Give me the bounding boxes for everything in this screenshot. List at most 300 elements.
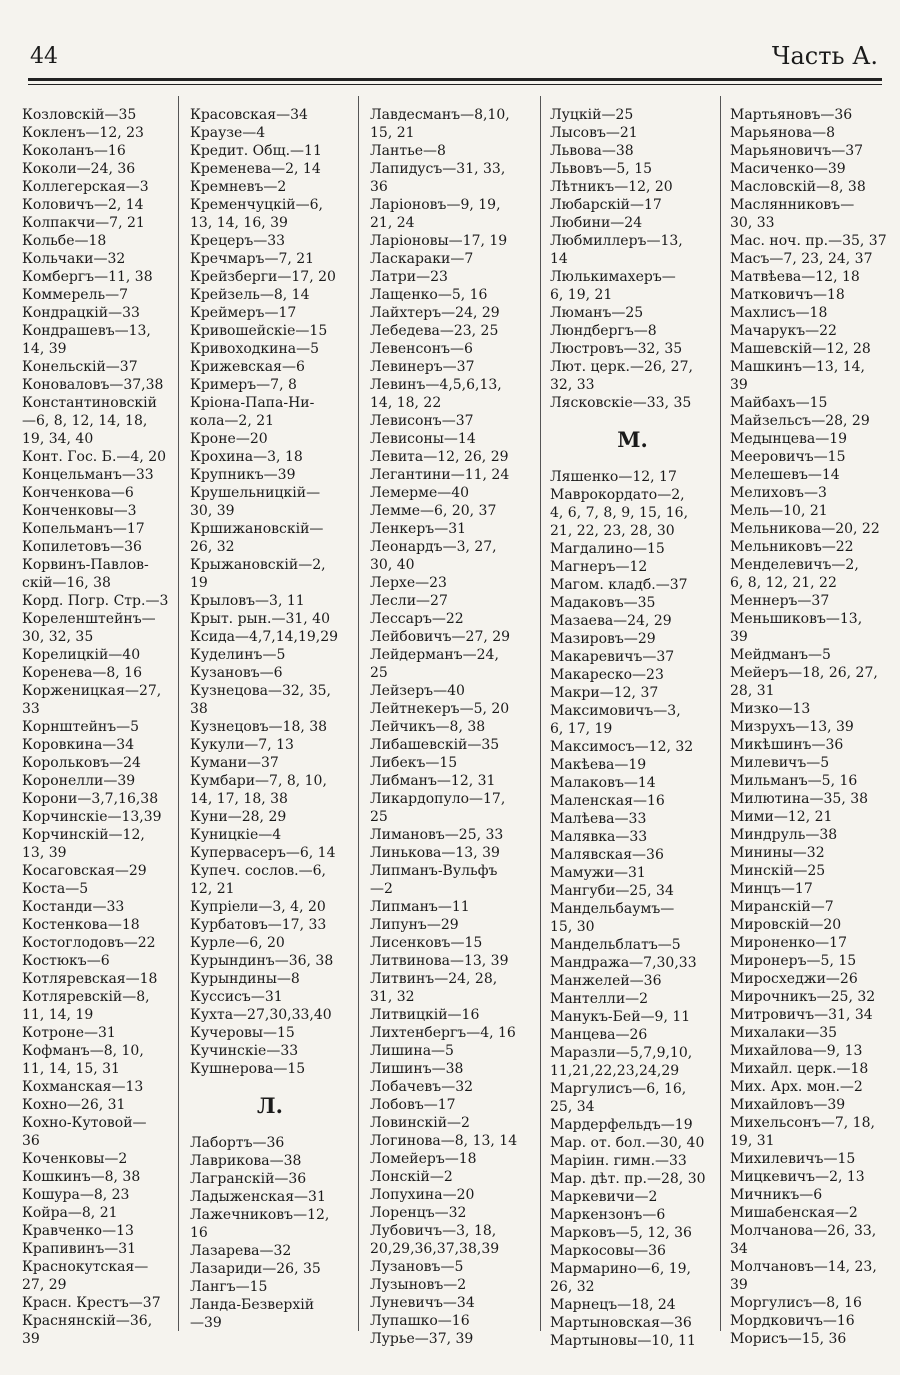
index-entry-line: 12, 21 [190,881,235,897]
index-entry-line: Лурье—37, 39 [370,1331,474,1347]
index-entry-line: Комбергъ—11, 38 [22,269,153,285]
index-entry-line: 26, 32 [190,539,235,555]
index-entry-line: Койра—8, 21 [22,1205,118,1221]
index-entry-line: Курбатовъ—17, 33 [190,917,327,933]
index-entry-line: Корчинскій—12, [22,827,145,843]
index-entry-line: Крижевская—6 [190,359,305,375]
index-entry-line: Люстровъ—32, 35 [550,341,683,357]
index-entry-line: Макѣева—19 [550,757,647,773]
index-entry-line: 16 [190,1225,208,1241]
part-label: Часть А. [771,42,878,70]
index-entry-line: Мелиховъ—3 [730,485,827,501]
index-entry-line: Коста—5 [22,881,89,897]
index-entry-line: Мачарукъ—22 [730,323,837,339]
index-entry-line: Магом. кладб.—37 [550,577,688,593]
index-entry-line: Луцкій—25 [550,107,634,123]
index-entry-line: 21, 24 [370,215,415,231]
index-entry-line: 15, 21 [370,125,415,141]
index-entry-line: Мартыновская—36 [550,1315,692,1331]
index-entry-line: Кумбари—7, 8, 10, [190,773,327,789]
index-entry-line: Корд. Погр. Стр.—3 [22,593,169,609]
index-entry-line: Ксида—4,7,14,19,29 [190,629,339,645]
index-entry-line: 31, 32 [370,989,415,1005]
index-entry-line: Лаврикова—38 [190,1153,302,1169]
index-entry-line: Мандража—7,30,33 [550,955,697,971]
index-entry-line: Кохно-Кутовой— [22,1115,147,1131]
index-entry-line: Крыт. рын.—31, 40 [190,611,330,627]
index-entry-line: Луневичъ—34 [370,1295,475,1311]
index-entry-line: Мартыновы—10, 11 [550,1333,696,1349]
index-entry-line: Львовъ—5, 15 [550,161,653,177]
index-entry-line: Краузе—4 [190,125,266,141]
index-entry-line: Медынцева—19 [730,431,848,447]
index-entry-line: 30, 33 [730,215,775,231]
index-entry-line: Мандельбаумъ— [550,901,675,917]
index-entry-line: Корчинскіе—13,39 [22,809,162,825]
index-entry-line: Крушельницкій— [190,485,321,501]
index-entry-line: Любмиллеръ—13, [550,233,683,249]
index-entry-line: Максимосъ—12, 32 [550,739,694,755]
index-entry-line: Копельманъ—17 [22,521,145,537]
index-entry-line: Мазаева—24, 29 [550,613,672,629]
index-entry-line: Лесли—27 [370,593,448,609]
index-entry-line: Кремневъ—2 [190,179,287,195]
index-entry-line: Кременева—2, 14 [190,161,321,177]
index-entry-line: 14, 18, 22 [370,395,442,411]
index-entry-line: 19, 31 [730,1133,775,1149]
index-entry-line: Мичникъ—6 [730,1187,823,1203]
index-entry-line: Кузнецова—32, 35, [190,683,331,699]
index-entry-line: Макри—12, 37 [550,685,659,701]
index-entry-line: 36 [370,179,388,195]
index-entry-line: Латри—23 [370,269,448,285]
index-entry-line: Мандельблатъ—5 [550,937,681,953]
index-entry-line: Марьянова—8 [730,125,835,141]
index-entry-line: Мардерфельдъ—19 [550,1117,693,1133]
index-entry-line: Маленская—16 [550,793,665,809]
index-entry-line: Молчановъ—14, 23, [730,1259,877,1275]
index-entry-line: Лобовъ—17 [370,1097,456,1113]
index-entry-line: Лысовъ—21 [550,125,638,141]
index-entry-line: 39 [730,377,748,393]
index-entry-line: Мордковичъ—16 [730,1313,855,1329]
index-entry-line: Майзельсъ—28, 29 [730,413,870,429]
index-entry-line: Косаговская—29 [22,863,147,879]
index-entry-line: Либманъ—12, 31 [370,773,496,789]
index-entry-line: Лантье—8 [370,143,446,159]
index-entry-line: Кременчуцкій—6, [190,197,323,213]
index-entry-line: —2 [370,881,393,897]
index-entry-line: Молчанова—26, 33, [730,1223,877,1239]
index-entry-line: Лют. церк.—26, 27, [550,359,693,375]
index-entry-line: Милютина—35, 38 [730,791,869,807]
index-column-5 [730,106,890,1348]
index-entry-line: Коноваловъ—37,38 [22,377,164,393]
index-entry-line: Машкинъ—13, 14, [730,359,865,375]
index-entry-line: Краснянскій—36, [22,1313,153,1329]
index-entry-line: Коренева—8, 16 [22,665,142,681]
section-letter-heading: М. [617,427,648,452]
index-entry-line: Кореленштейнъ— [22,611,156,627]
index-entry-line: 26, 32 [550,1279,595,1295]
index-entry-line: Коровкина—34 [22,737,135,753]
index-entry-line: Кольчаки—32 [22,251,126,267]
index-entry-line: Кузнецовъ—18, 38 [190,719,328,735]
index-entry-line: Мильманъ—5, 16 [730,773,858,789]
index-entry-line: Маслянниковъ— [730,197,855,213]
index-entry-line: Кохно—26, 31 [22,1097,126,1113]
index-entry-line: Костанди—33 [22,899,125,915]
index-entry-line: 13, 14, 16, 39 [190,215,288,231]
index-entry-line: Крыжановскій—2, [190,557,326,573]
index-entry-line: 25 [370,809,388,825]
index-entry-line: Мар. дѣт. пр.—28, 30 [550,1171,706,1187]
index-entry-line: Матвѣева—12, 18 [730,269,860,285]
index-entry-line: Лабортъ—36 [190,1135,285,1151]
index-entry-line: Ларіоновъ—9, 19, [370,197,501,213]
index-entry-line: 39 [22,1331,40,1347]
index-entry-line: Концельманъ—33 [22,467,154,483]
index-entry-line: 39 [730,1277,748,1293]
index-entry-line: Курле—6, 20 [190,935,285,951]
index-entry-line: Кривошейскіе—15 [190,323,328,339]
index-entry-line: 14, 17, 18, 38 [190,791,288,807]
index-entry-line: Костоглодовъ—22 [22,935,156,951]
index-entry-line: Кольбе—18 [22,233,107,249]
index-entry-line: Лессаръ—22 [370,611,464,627]
index-entry-line: Липманъ—11 [370,899,470,915]
index-entry-line: Лажечниковъ—12, [190,1207,330,1223]
index-entry-line: Либекъ—15 [370,755,458,771]
index-entry-line: Константиновскій [22,395,157,411]
index-entry-line: Маразли—5,7,9,10, [550,1045,693,1061]
index-entry-line: Милевичъ—5 [730,755,830,771]
index-entry-line: Мелешевъ—14 [730,467,840,483]
index-entry-line: Менделевичъ—2, [730,557,859,573]
index-entry-line: Крупникъ—39 [190,467,296,483]
index-entry-line: Лубовичъ—3, 18, [370,1223,497,1239]
index-entry-line: Леонардъ—3, 27, [370,539,497,555]
index-entry-line: Малявка—33 [550,829,648,845]
index-entry-line: Маріин. гимн.—33 [550,1153,687,1169]
index-entry-line: Лемерме—40 [370,485,470,501]
index-entry-line: кола—2, 21 [190,413,275,429]
index-entry-line: Мельникова—20, 22 [730,521,880,537]
index-entry-line: Левинъ—4,5,6,13, [370,377,502,393]
index-entry-line: Лемме—6, 20, 37 [370,503,497,519]
index-entry-line: Мизрухъ—13, 39 [730,719,854,735]
index-entry-line: Костюкъ—6 [22,953,110,969]
index-entry-line: Мееровичъ—15 [730,449,846,465]
index-entry-line: Колпакчи—7, 21 [22,215,145,231]
index-entry-line: Магдалино—15 [550,541,665,557]
index-entry-line: Люманъ—25 [550,305,644,321]
index-column-4 [550,106,715,1350]
index-entry-line: Маркензонъ—6 [550,1207,666,1223]
index-entry-line: Лисенковъ—15 [370,935,483,951]
index-entry-line: Лерхе—23 [370,575,447,591]
index-entry-line: Коловичъ—2, 14 [22,197,144,213]
index-entry-line: Лейбовичъ—27, 29 [370,629,511,645]
index-entry-line: Кумани—37 [190,755,279,771]
index-entry-line: Левенсонъ—6 [370,341,473,357]
index-entry-line: Маргулисъ—6, 16, [550,1081,687,1097]
index-entry-line: Митровичъ—31, 34 [730,1007,873,1023]
index-entry-line: Коронелли—39 [22,773,136,789]
index-entry-line: Мейдманъ—5 [730,647,831,663]
index-entry-line: Минскій—25 [730,863,826,879]
index-entry-line: Кондрацкій—33 [22,305,140,321]
index-entry-line: Мель—10, 21 [730,503,828,519]
index-entry-line: Кошура—8, 23 [22,1187,130,1203]
index-entry-line: Мейеръ—18, 26, 27, [730,665,878,681]
index-entry-line: 14 [550,251,568,267]
index-entry-line: Коммерель—7 [22,287,128,303]
index-entry-line: Маркосовы—36 [550,1243,666,1259]
index-entry-line: —39 [190,1315,222,1331]
index-entry-line: Минины—32 [730,845,825,861]
column-divider [540,96,541,1331]
index-entry-line: 34 [730,1241,748,1257]
index-entry-line: Красн. Крестъ—37 [22,1295,161,1311]
index-entry-line: Манжелей—36 [550,973,662,989]
index-entry-line: Лейчикъ—8, 38 [370,719,486,735]
index-entry-line: Лейзеръ—40 [370,683,465,699]
index-entry-line: Лоренцъ—32 [370,1205,467,1221]
index-entry-line: Марковъ—5, 12, 36 [550,1225,692,1241]
index-entry-line: Люлькимахеръ— [550,269,676,285]
index-entry-line: Крейзберги—17, 20 [190,269,336,285]
index-entry-line: Мартьяновъ—36 [730,107,853,123]
index-entry-line: 25 [370,665,388,681]
index-entry-line: Корелицкій—40 [22,647,141,663]
index-entry-line: Лѣтникъ—12, 20 [550,179,673,195]
index-entry-line: Макареско—23 [550,667,664,683]
index-entry-line: 30, 40 [370,557,415,573]
index-entry-line: Морисъ—15, 36 [730,1331,847,1347]
index-entry-line: Ладыженская—31 [190,1189,326,1205]
index-entry-line: 33 [22,701,40,717]
index-entry-line: Матковичъ—18 [730,287,845,303]
index-entry-line: Мишабенская—2 [730,1205,858,1221]
index-entry-line: 32, 33 [550,377,595,393]
index-entry-line: Легантини—11, 24 [370,467,510,483]
index-entry-line: Купеч. сослов.—6, [190,863,326,879]
index-entry-line: Корольковъ—24 [22,755,141,771]
index-entry-line: Корвинъ-Павлов- [22,557,149,573]
index-entry-line: Меннеръ—37 [730,593,830,609]
index-entry-line: Кршижановскій— [190,521,324,537]
index-entry-line: Любини—24 [550,215,643,231]
index-entry-line: 6, 8, 12, 21, 22 [730,575,837,591]
index-entry-line: Лебедева—23, 25 [370,323,499,339]
index-column-1 [22,106,172,1348]
index-entry-line: 15, 30 [550,919,595,935]
header-rule-thin [28,84,882,85]
index-entry-line: Малявская—36 [550,847,664,863]
index-entry-line: Мармарино—6, 19, [550,1261,692,1277]
index-entry-line: Кузановъ—6 [190,665,283,681]
column-divider [720,96,721,1331]
index-entry-line: Мирочникъ—25, 32 [730,989,876,1005]
index-entry-line: Крецеръ—33 [190,233,286,249]
index-entry-line: Кукули—7, 13 [190,737,294,753]
column-divider [178,96,179,1331]
index-entry-line: Котляревская—18 [22,971,158,987]
index-entry-line: Миросхеджи—26 [730,971,858,987]
index-entry-line: Мироненко—17 [730,935,847,951]
index-entry-line: Лангъ—15 [190,1279,268,1295]
index-entry-line: Мамужи—31 [550,865,646,881]
index-entry-line: Кофманъ—8, 10, [22,1043,144,1059]
index-entry-line: Кривоходкина—5 [190,341,320,357]
index-entry-line: Масъ—7, 23, 24, 37 [730,251,873,267]
index-entry-line: Кушнерова—15 [190,1061,306,1077]
index-entry-line: Миндруль—38 [730,827,838,843]
index-entry-line: Кучеровы—15 [190,1025,295,1041]
index-entry-line: 30, 39 [190,503,235,519]
index-entry-line: 11, 14, 19 [22,1007,94,1023]
index-entry-line: Микѣшинъ—36 [730,737,844,753]
index-entry-line: Мадаковъ—35 [550,595,656,611]
index-entry-line: Конченкова—6 [22,485,134,501]
index-entry-line: Меньшиковъ—13, [730,611,863,627]
index-entry-line: Левисоны—14 [370,431,476,447]
index-entry-line: Кошкинъ—8, 38 [22,1169,141,1185]
index-entry-line: Лонскій—2 [370,1169,453,1185]
index-entry-line: Масиченко—39 [730,161,846,177]
index-entry-line: Куссисъ—31 [190,989,283,1005]
index-entry-line: Миранскій—7 [730,899,834,915]
index-column-2 [190,106,350,1332]
index-entry-line: Лясковскіе—33, 35 [550,395,692,411]
index-entry-line: Кредит. Общ.—11 [190,143,322,159]
index-entry-line: 19 [190,575,208,591]
index-entry-line: Мангуби—25, 34 [550,883,674,899]
index-entry-line: Лагранскій—36 [190,1171,307,1187]
index-entry-line: Крапивинъ—31 [22,1241,137,1257]
index-entry-line: Ласкараки—7 [370,251,474,267]
index-entry-line: Михалаки—35 [730,1025,838,1041]
index-entry-line: Левинеръ—37 [370,359,475,375]
index-entry-line: Ликардопуло—17, [370,791,506,807]
index-column-3 [370,106,530,1348]
index-entry-line: Лишина—5 [370,1043,454,1059]
index-entry-line: Мировскій—20 [730,917,842,933]
index-entry-line: 38 [190,701,208,717]
index-entry-line: —6, 8, 12, 14, 18, [22,413,148,429]
index-entry-line: Красовская—34 [190,107,308,123]
index-entry-line: Михилевичъ—15 [730,1151,856,1167]
index-entry-line: Липманъ-Вульфъ [370,863,498,879]
index-entry-line: Мар. от. бол.—30, 40 [550,1135,705,1151]
index-entry-line: Корони—3,7,16,38 [22,791,159,807]
index-entry-line: Львова—38 [550,143,634,159]
section-letter-heading: Л. [257,1093,283,1118]
index-entry-line: Михайловъ—39 [730,1097,846,1113]
index-entry-line: Кримеръ—7, 8 [190,377,297,393]
index-entry-line: Мицкевичъ—2, 13 [730,1169,865,1185]
index-entry-line: Крейзель—8, 14 [190,287,310,303]
index-entry-line: Мазировъ—29 [550,631,656,647]
index-entry-line: Лащенко—5, 16 [370,287,488,303]
index-entry-line: Майбахъ—15 [730,395,828,411]
index-entry-line: Мас. ноч. пр.—35, 37 [730,233,887,249]
index-entry-line: Линькова—13, 39 [370,845,500,861]
index-entry-line: Левисонъ—37 [370,413,474,429]
index-entry-line: Кроне—20 [190,431,268,447]
index-entry-line: Максимовичъ—3, [550,703,681,719]
column-divider [358,96,359,1331]
index-entry-line: 6, 17, 19 [550,721,613,737]
index-entry-line: Кучинскіе—33 [190,1043,299,1059]
index-entry-line: Лазариди—26, 35 [190,1261,321,1277]
index-entry-line: Маврокордато—2, [550,487,685,503]
index-entry-line: Любарскій—17 [550,197,662,213]
index-entry-line: Малѣева—33 [550,811,647,827]
index-entry-line: Ленкеръ—31 [370,521,467,537]
index-entry-line: 4, 6, 7, 8, 9, 15, 16, [550,505,689,521]
index-entry-line: Коллегерская—3 [22,179,149,195]
index-entry-line: Масловскій—8, 38 [730,179,866,195]
index-entry-line: Мих. Арх. мон.—2 [730,1079,863,1095]
index-entry-line: Лимановъ—25, 33 [370,827,504,843]
index-entry-line: Михельсонъ—7, 18, [730,1115,875,1131]
index-entry-line: 11, 14, 15, 31 [22,1061,120,1077]
index-entry-line: Кухта—27,30,33,40 [190,1007,332,1023]
index-entry-line: Коколанъ—16 [22,143,126,159]
index-entry-line: Минцъ—17 [730,881,813,897]
index-entry-line: Куницкіе—4 [190,827,282,843]
index-entry-line: Лопухина—20 [370,1187,475,1203]
index-entry-line: скій—16, 38 [22,575,111,591]
index-entry-line: Курындины—8 [190,971,300,987]
index-entry-line: Курындинъ—36, 38 [190,953,334,969]
index-entry-line: Литвинова—13, 39 [370,953,509,969]
index-entry-line: Лайхтеръ—24, 29 [370,305,500,321]
index-entry-line: 21, 22, 23, 28, 30 [550,523,675,539]
index-entry-line: Ланда-Безверхій [190,1297,315,1313]
index-entry-line: Коченковы—2 [22,1151,128,1167]
index-entry-line: Марьяновичъ—37 [730,143,864,159]
index-entry-line: 20,29,36,37,38,39 [370,1241,500,1257]
index-entry-line: Котроне—31 [22,1025,116,1041]
index-entry-line: Маркевичи—2 [550,1189,658,1205]
index-entry-line: Копилетовъ—36 [22,539,142,555]
index-entry-line: Лазарева—32 [190,1243,292,1259]
index-entry-line: Лихтенбергъ—4, 16 [370,1025,516,1041]
index-entry-line: Машевскій—12, 28 [730,341,871,357]
index-entry-line: Кріона-Папа-Ни- [190,395,315,411]
index-entry-line: Манцева—26 [550,1027,648,1043]
index-entry-line: Костенкова—18 [22,917,140,933]
index-entry-line: Краснокутская— [22,1259,149,1275]
index-entry-line: 28, 31 [730,683,775,699]
index-entry-line: 6, 19, 21 [550,287,613,303]
index-entry-line: Левита—12, 26, 29 [370,449,509,465]
index-entry-line: 14, 39 [22,341,67,357]
index-entry-line: Люндбергъ—8 [550,323,657,339]
index-entry-line: Куни—28, 29 [190,809,287,825]
index-entry-line: 13, 39 [22,845,67,861]
index-entry-line: Мими—12, 21 [730,809,833,825]
index-entry-line: Конт. Гос. Б.—4, 20 [22,449,167,465]
index-entry-line: Ломейеръ—18 [370,1151,477,1167]
index-entry-line: Котляревскій—8, [22,989,150,1005]
index-entry-line: Литвинъ—24, 28, [370,971,498,987]
index-entry-line: Лейтнекеръ—5, 20 [370,701,510,717]
index-entry-line: 27, 29 [22,1277,67,1293]
